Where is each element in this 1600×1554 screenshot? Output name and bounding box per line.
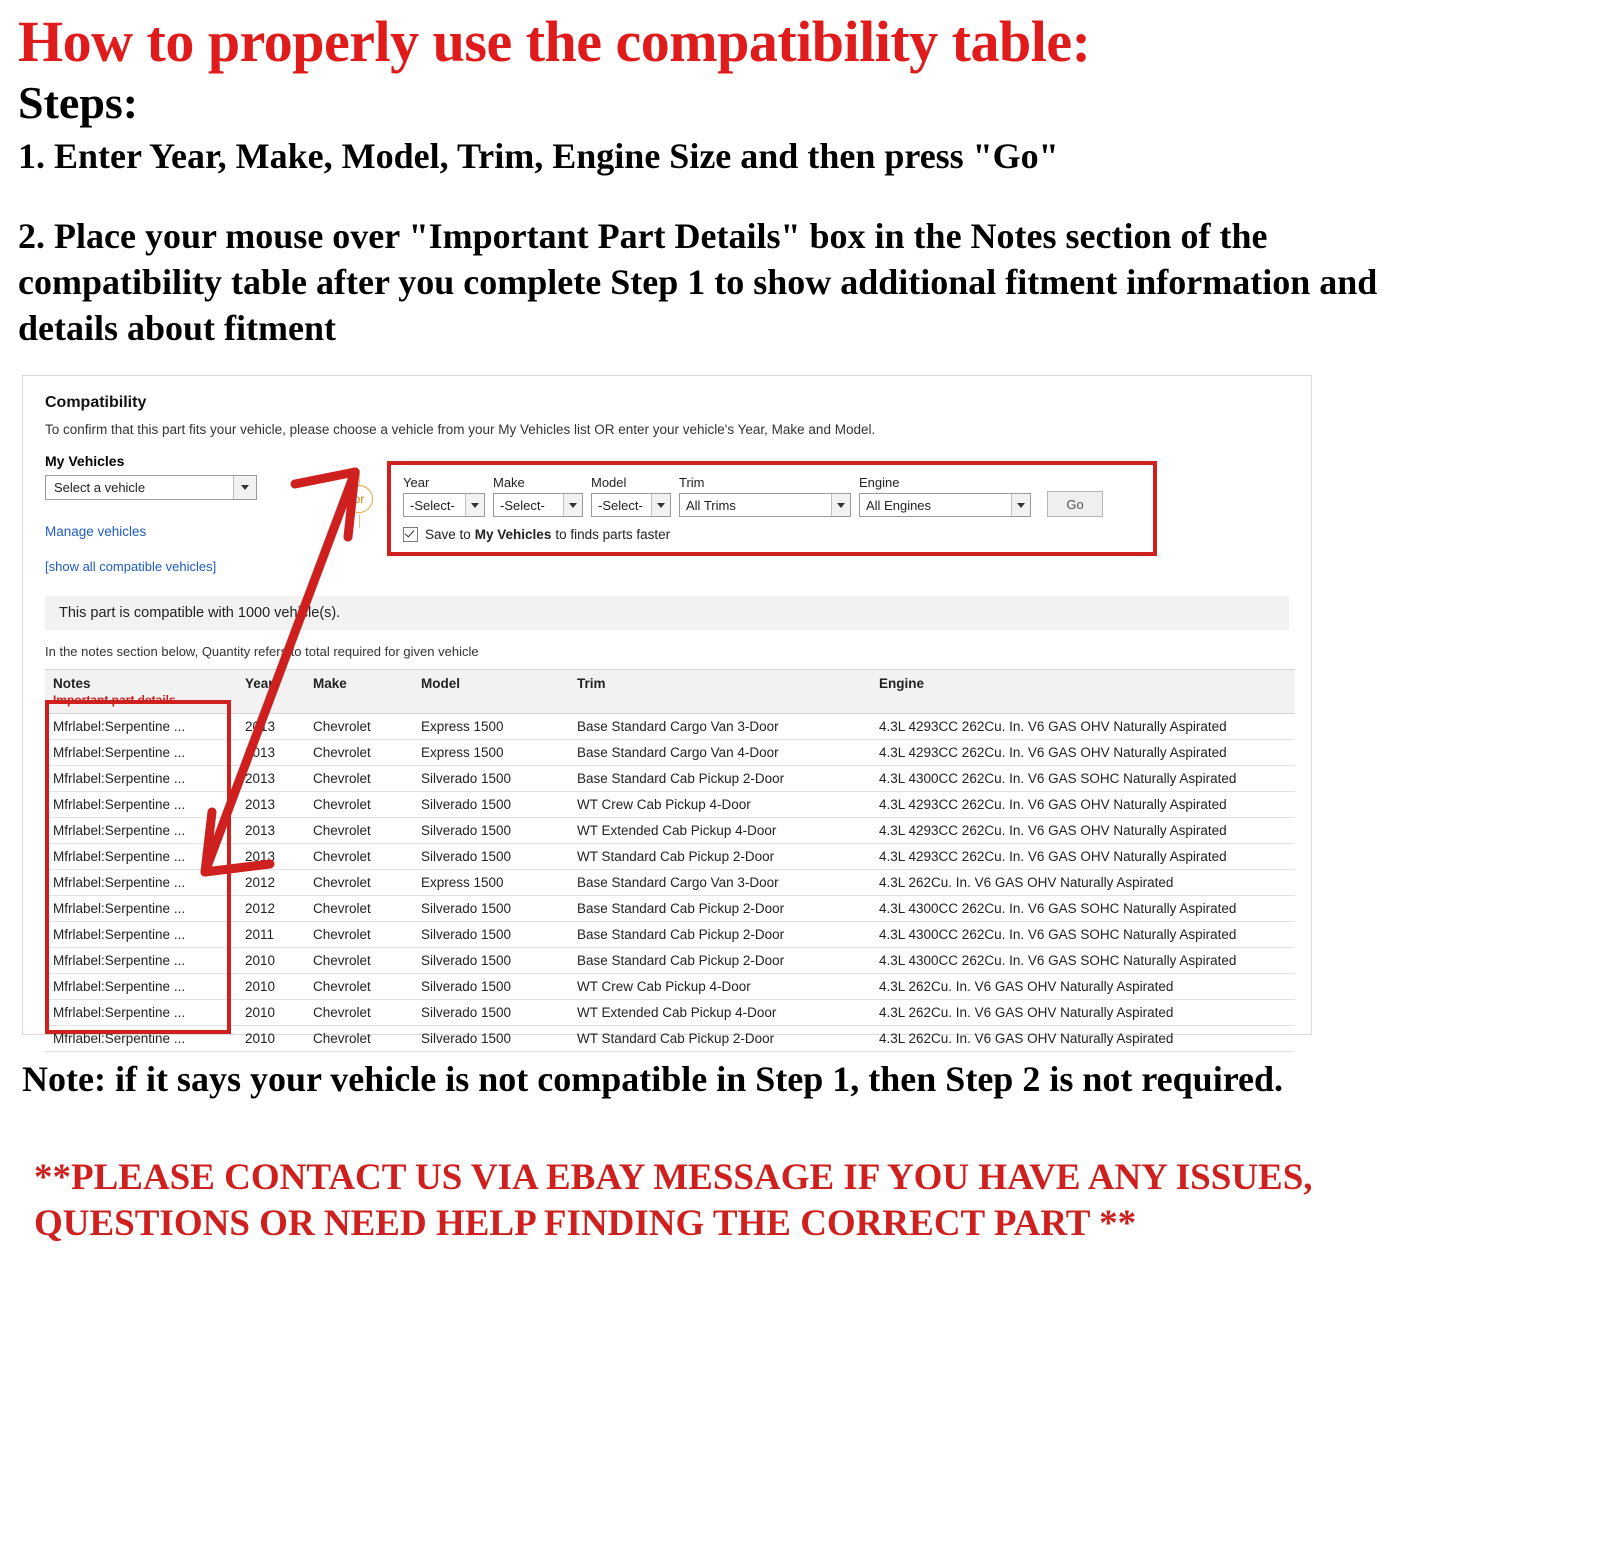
table-row [45,818,1295,844]
year-field [403,475,485,517]
cell-trim: WT Crew Cab Pickup 4-Door [569,792,871,818]
go-button[interactable]: Go [1047,491,1103,517]
cell-notes[interactable]: Mfrlabel:Serpentine ... [45,1000,237,1026]
cell-trim: WT Crew Cab Pickup 4-Door [569,974,871,1000]
cell-make: Chevrolet [305,766,413,792]
cell-trim: WT Standard Cab Pickup 2-Door [569,844,871,870]
trim-value: All Trims [686,497,736,513]
save-to-my-vehicles-row[interactable] [403,527,1143,542]
cell-trim: Base Standard Cab Pickup 2-Door [569,766,871,792]
cell-model: Express 1500 [413,714,569,740]
important-part-details-label[interactable]: Important part details [53,693,176,708]
year-value: -Select- [410,497,455,513]
or-divider-badge: or [345,485,373,513]
cell-model: Silverado 1500 [413,922,569,948]
table-row [45,948,1295,974]
table-row [45,792,1295,818]
cell-engine: 4.3L 4293CC 262Cu. In. V6 GAS OHV Naturally Aspirated [871,714,1295,740]
cell-engine: 4.3L 262Cu. In. V6 GAS OHV Naturally Aspirated [871,1026,1295,1052]
select-vehicle-dropdown[interactable] [45,475,257,500]
make-label: Make [493,475,525,491]
make-value: -Select- [500,497,545,513]
table-row [45,870,1295,896]
cell-notes[interactable]: Mfrlabel:Serpentine ... [45,1026,237,1052]
cell-model: Express 1500 [413,740,569,766]
contact-text: **PLEASE CONTACT US VIA EBAY MESSAGE IF YOU HAVE ANY ISSUES, QUESTIONS OR NEED HELP FINDING THE CORRECT PART ** [34,1156,1313,1245]
cell-year: 2013 [237,792,305,818]
cell-notes[interactable]: Mfrlabel:Serpentine ... [45,792,237,818]
page-title: How to properly use the compatibility table: [18,9,1091,74]
cell-year: 2012 [237,870,305,896]
cell-year: 2010 [237,1026,305,1052]
cell-make: Chevrolet [305,714,413,740]
fitment-table [45,669,1295,1052]
col-make: Make [305,670,413,714]
cell-make: Chevrolet [305,1000,413,1026]
cell-trim: Base Standard Cab Pickup 2-Door [569,948,871,974]
cell-trim: Base Standard Cab Pickup 2-Door [569,896,871,922]
chevron-down-icon [651,494,670,516]
trim-label: Trim [679,475,705,491]
col-model: Model [413,670,569,714]
table-row [45,1026,1295,1052]
save-bold-text: My Vehicles [474,527,552,543]
trim-select[interactable] [679,493,851,517]
cell-model: Silverado 1500 [413,974,569,1000]
save-suffix-text: to finds parts faster [555,527,671,543]
table-row [45,1000,1295,1026]
vehicle-finder-box [387,461,1157,556]
fitment-table-body [45,714,1295,1052]
cell-make: Chevrolet [305,974,413,1000]
make-field [493,475,583,517]
cell-model: Silverado 1500 [413,818,569,844]
cell-make: Chevrolet [305,844,413,870]
cell-year: 2010 [237,1000,305,1026]
cell-notes[interactable]: Mfrlabel:Serpentine ... [45,714,237,740]
cell-model: Silverado 1500 [413,844,569,870]
model-field [591,475,671,517]
cell-notes[interactable]: Mfrlabel:Serpentine ... [45,870,237,896]
cell-engine: 4.3L 262Cu. In. V6 GAS OHV Naturally Aspirated [871,870,1295,896]
cell-make: Chevrolet [305,792,413,818]
cell-model: Silverado 1500 [413,792,569,818]
model-label: Model [591,475,627,491]
cell-engine: 4.3L 4300CC 262Cu. In. V6 GAS SOHC Naturally Aspirated [871,766,1295,792]
engine-field [859,475,1031,517]
compatibility-panel [22,375,1312,1047]
cell-model: Express 1500 [413,870,569,896]
table-row [45,766,1295,792]
cell-trim: WT Extended Cab Pickup 4-Door [569,1000,871,1026]
model-value: -Select- [598,497,643,513]
chevron-down-icon [831,494,850,516]
cell-make: Chevrolet [305,870,413,896]
chevron-down-icon [233,476,256,499]
notes-quantity-hint: In the notes section below, Quantity refers to total required for given vehicle [45,644,479,660]
cell-model: Silverado 1500 [413,948,569,974]
finder-fields-row [403,475,1143,517]
cell-notes[interactable]: Mfrlabel:Serpentine ... [45,818,237,844]
cell-engine: 4.3L 4300CC 262Cu. In. V6 GAS SOHC Naturally Aspirated [871,922,1295,948]
table-row [45,714,1295,740]
engine-value: All Engines [866,497,932,513]
engine-select[interactable] [859,493,1031,517]
fitment-table-header-row [45,670,1295,714]
cell-notes[interactable]: Mfrlabel:Serpentine ... [45,974,237,1000]
steps-label: Steps: [18,77,139,129]
cell-trim: Base Standard Cab Pickup 2-Door [569,922,871,948]
page-root [0,9,1600,1554]
step-2-text: 2. Place your mouse over "Important Part Details" box in the Notes section of the compatibility table after you complete Step 1 to show additional fitment information and details about fitment [18,216,1378,349]
cell-engine: 4.3L 4300CC 262Cu. In. V6 GAS SOHC Naturally Aspirated [871,896,1295,922]
cell-year: 2013 [237,818,305,844]
cell-make: Chevrolet [305,740,413,766]
cell-trim: Base Standard Cargo Van 3-Door [569,870,871,896]
show-all-compatible-vehicles-link[interactable]: [show all compatible vehicles] [45,559,217,575]
col-notes [45,670,237,714]
cell-engine: 4.3L 262Cu. In. V6 GAS OHV Naturally Aspirated [871,1000,1295,1026]
cell-engine: 4.3L 4293CC 262Cu. In. V6 GAS OHV Naturally Aspirated [871,818,1295,844]
compatibility-subtitle: To confirm that this part fits your vehicle, please choose a vehicle from your My Vehicles list OR enter your vehicle's Year, Make and Model. [45,422,876,438]
cell-year: 2013 [237,766,305,792]
table-row [45,922,1295,948]
note-text: Note: if it says your vehicle is not compatible in Step 1, then Step 2 is not required. [22,1059,1284,1100]
model-select[interactable] [591,493,671,517]
cell-year: 2013 [237,740,305,766]
year-select[interactable] [403,493,485,517]
save-to-my-vehicles-checkbox[interactable] [403,527,418,542]
compatible-count-banner: This part is compatible with 1000 vehicle(s). [45,596,1289,630]
chevron-down-icon [563,494,582,516]
cell-year: 2010 [237,974,305,1000]
cell-make: Chevrolet [305,818,413,844]
table-row [45,844,1295,870]
chevron-down-icon [465,494,484,516]
save-prefix-text: Save to [425,527,471,543]
col-year: Year [237,670,305,714]
cell-trim: WT Standard Cab Pickup 2-Door [569,1026,871,1052]
cell-engine: 4.3L 262Cu. In. V6 GAS OHV Naturally Aspirated [871,974,1295,1000]
table-row [45,896,1295,922]
vehicle-selection-row [45,453,1311,574]
cell-make: Chevrolet [305,896,413,922]
cell-model: Silverado 1500 [413,1000,569,1026]
chevron-down-icon [1011,494,1030,516]
col-notes-label: Notes [53,676,91,692]
cell-engine: 4.3L 4293CC 262Cu. In. V6 GAS OHV Naturally Aspirated [871,792,1295,818]
my-vehicles-label: My Vehicles [45,453,125,470]
cell-model: Silverado 1500 [413,896,569,922]
table-row [45,740,1295,766]
cell-year: 2013 [237,844,305,870]
cell-make: Chevrolet [305,1026,413,1052]
cell-notes[interactable]: Mfrlabel:Serpentine ... [45,766,237,792]
my-vehicles-column [45,453,335,574]
cell-notes[interactable]: Mfrlabel:Serpentine ... [45,844,237,870]
cell-engine: 4.3L 4300CC 262Cu. In. V6 GAS SOHC Naturally Aspirated [871,948,1295,974]
cell-trim: WT Extended Cab Pickup 4-Door [569,818,871,844]
select-vehicle-value: Select a vehicle [54,480,146,496]
cell-engine: 4.3L 4293CC 262Cu. In. V6 GAS OHV Naturally Aspirated [871,844,1295,870]
cell-engine: 4.3L 4293CC 262Cu. In. V6 GAS OHV Naturally Aspirated [871,740,1295,766]
cell-model: Silverado 1500 [413,1026,569,1052]
make-select[interactable] [493,493,583,517]
engine-label: Engine [859,475,900,491]
cell-year: 2013 [237,714,305,740]
year-label: Year [403,475,430,491]
cell-year: 2011 [237,922,305,948]
compatibility-heading: Compatibility [45,394,147,412]
col-trim: Trim [569,670,871,714]
cell-trim: Base Standard Cargo Van 4-Door [569,740,871,766]
col-engine: Engine [871,670,1295,714]
cell-make: Chevrolet [305,948,413,974]
cell-year: 2010 [237,948,305,974]
cell-notes[interactable]: Mfrlabel:Serpentine ... [45,740,237,766]
cell-model: Silverado 1500 [413,766,569,792]
manage-vehicles-link[interactable]: Manage vehicles [45,524,147,540]
table-row [45,974,1295,1000]
cell-notes[interactable]: Mfrlabel:Serpentine ... [45,896,237,922]
trim-field [679,475,851,517]
cell-year: 2012 [237,896,305,922]
cell-make: Chevrolet [305,922,413,948]
cell-trim: Base Standard Cargo Van 3-Door [569,714,871,740]
cell-notes[interactable]: Mfrlabel:Serpentine ... [45,948,237,974]
step-1-text: 1. Enter Year, Make, Model, Trim, Engine Size and then press "Go" [18,136,1059,177]
cell-notes[interactable]: Mfrlabel:Serpentine ... [45,922,237,948]
